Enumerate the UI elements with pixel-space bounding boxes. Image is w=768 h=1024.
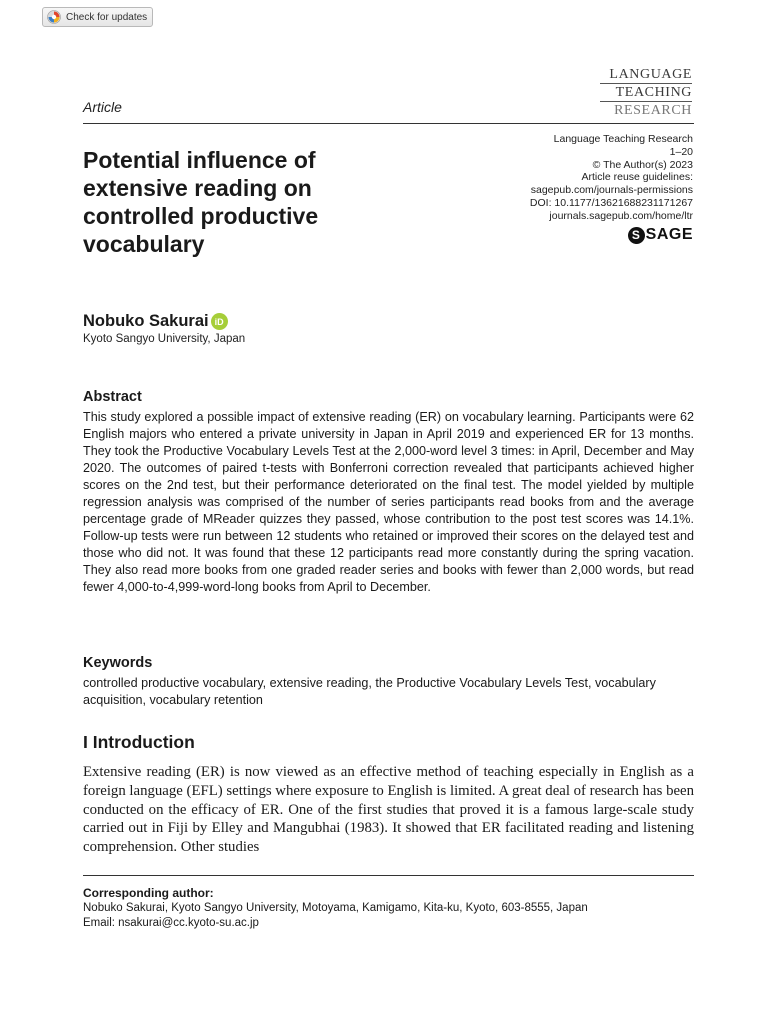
journal-logo xyxy=(600,66,692,119)
copyright-notice: © The Author(s) 2023 xyxy=(592,158,693,171)
journal-logo-line: TEACHING xyxy=(600,84,692,102)
corresponding-author-heading: Corresponding author: xyxy=(83,886,214,900)
keywords-heading: Keywords xyxy=(83,655,153,671)
author-block xyxy=(83,312,228,331)
crossmark-icon xyxy=(47,10,61,24)
author-affiliation: Kyoto Sangyo University, Japan xyxy=(83,333,246,345)
journal-logo-line: LANGUAGE xyxy=(600,66,692,84)
publisher-name: SAGE xyxy=(645,226,693,243)
abstract-heading: Abstract xyxy=(83,389,142,405)
check-for-updates-button[interactable] xyxy=(42,7,153,27)
sage-icon: S xyxy=(628,227,645,244)
footnote-divider xyxy=(83,875,694,876)
journal-logo-line: RESEARCH xyxy=(614,103,692,118)
publisher-logo xyxy=(628,226,693,244)
check-for-updates-label: Check for updates xyxy=(66,11,148,23)
doi-link[interactable]: DOI: 10.1177/13621688231171267 xyxy=(529,196,693,209)
journal-name: Language Teaching Research xyxy=(553,133,693,145)
orcid-icon[interactable]: iD xyxy=(211,313,228,330)
introduction-text: Extensive reading (ER) is now viewed as an effective method of teaching especially in English as a foreign language (EFL) settings where exposure to English is limited. A great deal of research has been conducted on the efficacy of ER. One of the first studies that proved it is a famous large-scale study carried out in Fiji by Elley and Mangubhai (1983). It showed that ER facilitated reading and listening comprehension. Other studies xyxy=(83,764,695,856)
journal-home-link[interactable]: journals.sagepub.com/home/ltr xyxy=(549,209,693,222)
publication-meta xyxy=(433,133,693,223)
author-name: Nobuko Sakurai xyxy=(83,312,209,330)
page-range: 1–20 xyxy=(669,145,693,158)
header-divider xyxy=(83,123,694,124)
reuse-guidelines-label: Article reuse guidelines: xyxy=(581,171,693,184)
article-type-label: Article xyxy=(83,99,122,115)
reuse-guidelines-link[interactable]: sagepub.com/journals-permissions xyxy=(530,184,693,197)
paper-title: Potential influence of extensive reading on controlled productive vocabulary xyxy=(83,147,319,257)
keywords-text: controlled productive vocabulary, extensive reading, the Productive Vocabulary Levels Test, vocabulary acquisition, vocabulary retention xyxy=(83,676,656,707)
introduction-heading: I Introduction xyxy=(83,732,195,752)
corresponding-author-address: Nobuko Sakurai, Kyoto Sangyo University, Motoyama, Kamigamo, Kita-ku, Kyoto, 603-8555, Japan xyxy=(83,902,588,914)
corresponding-author-email[interactable]: Email: nsakurai@cc.kyoto-su.ac.jp xyxy=(83,917,259,929)
abstract-text: This study explored a possible impact of extensive reading (ER) on vocabulary learning. Participants were 62 English majors who entered a private university in Japan in April 2019 and experienced ER for 13 months. They took the Productive Vocabulary Levels Test at the 2,000-word level 3 times: in April, December and May 2020. The outcomes of paired t-tests with Bonferroni correction revealed that participants achieved higher scores on the 2nd test, but their performance deteriorated on the final test. The model yielded by multiple regression analysis was comprised of the number of series participants read books from and the average percentage grade of MReader quizzes they passed, whose contribution to the post test scores was 14.1%. Follow-up tests were run between 12 students who retained or improved their scores on the delayed test and those who did not. It was found that these 12 participants read more constantly during the spring vacation. They also read more books from one graded reader series and books with fewer than 2,000 words, but read fewer 4,000-to-4,999-word-long books from April to December. xyxy=(83,410,694,594)
